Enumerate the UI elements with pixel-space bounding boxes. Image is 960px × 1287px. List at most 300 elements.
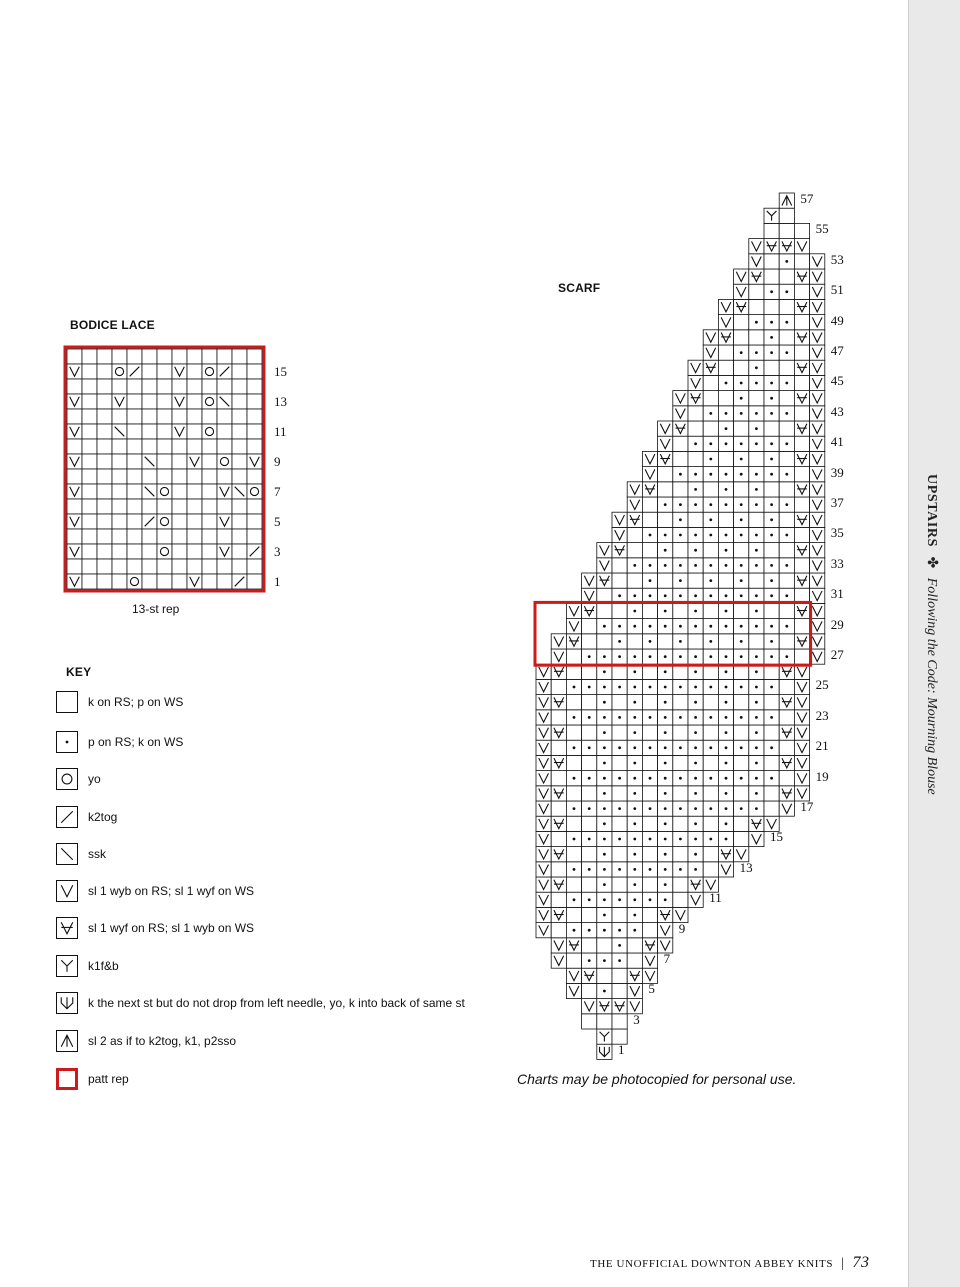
chart-cell bbox=[597, 938, 612, 953]
chart-cell bbox=[612, 983, 627, 998]
chart-cell bbox=[582, 907, 597, 922]
chart-cell bbox=[142, 529, 157, 544]
chart-symbol bbox=[755, 503, 758, 506]
chart-symbol bbox=[725, 625, 728, 628]
chart-symbol bbox=[633, 868, 636, 871]
chart-cell bbox=[172, 514, 187, 529]
chart-cell bbox=[157, 484, 172, 499]
chart-symbol bbox=[709, 746, 712, 749]
chart-cell bbox=[217, 424, 232, 439]
chart-symbol bbox=[694, 716, 697, 719]
chart-cell bbox=[779, 771, 794, 786]
chart-symbol bbox=[588, 959, 591, 962]
chart-cell bbox=[582, 877, 597, 892]
chart-cell bbox=[673, 892, 688, 907]
chart-cell bbox=[142, 574, 157, 589]
chart-symbol bbox=[649, 564, 652, 567]
bodice-row-number: 5 bbox=[274, 513, 281, 529]
chart-cell bbox=[749, 451, 764, 466]
chart-cell bbox=[734, 755, 749, 770]
scarf-row-number: 35 bbox=[830, 525, 844, 541]
chart-cell bbox=[642, 907, 657, 922]
chart-cell bbox=[97, 499, 112, 514]
chart-symbol bbox=[664, 625, 667, 628]
bodice-lace-title: BODICE LACE bbox=[70, 318, 155, 332]
chart-cell bbox=[673, 543, 688, 558]
chart-cell bbox=[566, 695, 581, 710]
key-symbol-icon bbox=[56, 880, 78, 902]
chart-symbol bbox=[709, 503, 712, 506]
chart-symbol bbox=[785, 473, 788, 476]
chart-symbol bbox=[618, 716, 621, 719]
chart-cell bbox=[734, 603, 749, 618]
chart-symbol bbox=[740, 458, 743, 461]
chart-cell bbox=[247, 469, 262, 484]
key-symbol-icon bbox=[56, 955, 78, 977]
chart-symbol bbox=[740, 564, 743, 567]
chart-cell bbox=[112, 484, 127, 499]
chart-cell bbox=[187, 394, 202, 409]
chart-symbol bbox=[664, 594, 667, 597]
chart-cell bbox=[232, 499, 247, 514]
scarf-row-number: 13 bbox=[739, 859, 753, 875]
chart-symbol bbox=[755, 686, 758, 689]
chart-cell bbox=[157, 529, 172, 544]
chart-symbol bbox=[709, 412, 712, 415]
chart-cell bbox=[142, 469, 157, 484]
chart-cell bbox=[127, 439, 142, 454]
key-symbol-icon bbox=[56, 1068, 78, 1090]
chart-symbol bbox=[770, 473, 773, 476]
chart-cell bbox=[764, 299, 779, 314]
chart-cell bbox=[187, 409, 202, 424]
chart-cell bbox=[582, 816, 597, 831]
chart-symbol bbox=[725, 838, 728, 841]
chart-symbol bbox=[755, 564, 758, 567]
chart-symbol bbox=[573, 898, 576, 901]
chart-cell bbox=[247, 424, 262, 439]
chart-cell bbox=[172, 469, 187, 484]
chart-cell bbox=[688, 406, 703, 421]
chart-cell bbox=[673, 451, 688, 466]
chart-symbol bbox=[649, 655, 652, 658]
chart-cell bbox=[142, 424, 157, 439]
chart-cell bbox=[217, 454, 232, 469]
chart-symbol bbox=[694, 762, 697, 765]
chart-symbol bbox=[755, 442, 758, 445]
chart-symbol bbox=[573, 838, 576, 841]
chart-symbol bbox=[770, 746, 773, 749]
chart-symbol bbox=[740, 640, 743, 643]
chart-cell bbox=[764, 482, 779, 497]
chart-cell bbox=[202, 409, 217, 424]
chart-cell bbox=[612, 603, 627, 618]
chart-symbol bbox=[573, 777, 576, 780]
chart-cell bbox=[749, 299, 764, 314]
chart-cell bbox=[172, 349, 187, 364]
chart-symbol bbox=[770, 397, 773, 400]
chart-cell bbox=[142, 439, 157, 454]
chart-cell bbox=[718, 360, 733, 375]
chart-cell bbox=[794, 619, 809, 634]
chart-symbol bbox=[649, 640, 652, 643]
chart-cell bbox=[749, 512, 764, 527]
chart-symbol bbox=[66, 741, 69, 744]
bodice-row-number: 11 bbox=[274, 423, 287, 439]
chart-symbol bbox=[740, 746, 743, 749]
chart-cell bbox=[172, 559, 187, 574]
chart-symbol bbox=[725, 716, 728, 719]
chart-cell bbox=[172, 439, 187, 454]
chart-cell bbox=[794, 436, 809, 451]
chart-symbol bbox=[633, 914, 636, 917]
chart-symbol bbox=[755, 610, 758, 613]
chart-symbol bbox=[709, 640, 712, 643]
chart-symbol bbox=[603, 625, 606, 628]
chart-cell bbox=[779, 543, 794, 558]
chart-cell bbox=[566, 816, 581, 831]
chart-symbol bbox=[588, 898, 591, 901]
chart-symbol bbox=[679, 686, 682, 689]
chart-symbol bbox=[725, 488, 728, 491]
chart-symbol bbox=[664, 655, 667, 658]
chart-cell bbox=[217, 409, 232, 424]
chart-cell bbox=[734, 786, 749, 801]
chart-cell bbox=[202, 499, 217, 514]
chart-symbol bbox=[603, 929, 606, 932]
chart-cell bbox=[157, 364, 172, 379]
scarf-row-number: 55 bbox=[815, 221, 829, 237]
chart-symbol bbox=[785, 442, 788, 445]
chart-symbol bbox=[664, 564, 667, 567]
chart-symbol bbox=[679, 564, 682, 567]
key-text: k the next st but do not drop from left needle, yo, k into back of same st bbox=[88, 996, 465, 1010]
chart-cell bbox=[734, 695, 749, 710]
chart-cell bbox=[232, 544, 247, 559]
chart-symbol bbox=[618, 929, 621, 932]
chart-symbol bbox=[679, 868, 682, 871]
sidebar-divider-icon: ✤ bbox=[924, 556, 939, 569]
chart-cell bbox=[187, 424, 202, 439]
chart-symbol bbox=[755, 366, 758, 369]
chart-cell bbox=[112, 439, 127, 454]
chart-cell bbox=[779, 603, 794, 618]
chart-cell bbox=[658, 467, 673, 482]
chart-symbol bbox=[770, 351, 773, 354]
chart-cell bbox=[247, 394, 262, 409]
chart-symbol bbox=[725, 686, 728, 689]
chart-symbol bbox=[633, 701, 636, 704]
chart-symbol bbox=[679, 838, 682, 841]
chart-symbol bbox=[770, 503, 773, 506]
chart-cell bbox=[187, 499, 202, 514]
chart-symbol bbox=[664, 731, 667, 734]
chart-symbol bbox=[785, 290, 788, 293]
chart-cell bbox=[217, 559, 232, 574]
chart-symbol bbox=[618, 944, 621, 947]
page-footer bbox=[590, 1254, 870, 1272]
chart-cell bbox=[779, 360, 794, 375]
chart-cell bbox=[247, 364, 262, 379]
key-text: sl 1 wyf on RS; sl 1 wyb on WS bbox=[88, 921, 255, 935]
chart-cell bbox=[734, 360, 749, 375]
chart-cell bbox=[627, 938, 642, 953]
chart-symbol bbox=[573, 686, 576, 689]
chart-cell bbox=[112, 514, 127, 529]
chart-cell bbox=[172, 499, 187, 514]
chart-symbol bbox=[664, 868, 667, 871]
chart-cell bbox=[642, 543, 657, 558]
chart-cell bbox=[794, 497, 809, 512]
chart-cell bbox=[82, 484, 97, 499]
chart-symbol bbox=[618, 959, 621, 962]
chart-symbol bbox=[633, 822, 636, 825]
chart-cell bbox=[67, 409, 82, 424]
chart-cell bbox=[612, 725, 627, 740]
chart-symbol bbox=[633, 838, 636, 841]
chart-cell bbox=[566, 725, 581, 740]
chart-cell bbox=[217, 499, 232, 514]
chart-cell bbox=[642, 877, 657, 892]
chart-symbol bbox=[649, 838, 652, 841]
chart-cell bbox=[673, 603, 688, 618]
chart-symbol bbox=[694, 610, 697, 613]
chart-symbol bbox=[603, 670, 606, 673]
chart-cell bbox=[67, 529, 82, 544]
chart-symbol bbox=[679, 640, 682, 643]
chart-cell bbox=[794, 467, 809, 482]
chart-symbol bbox=[740, 594, 743, 597]
chart-cell bbox=[794, 375, 809, 390]
chart-cell bbox=[794, 284, 809, 299]
chart-cell bbox=[612, 573, 627, 588]
chart-symbol bbox=[649, 686, 652, 689]
chart-cell bbox=[794, 254, 809, 269]
chart-cell bbox=[187, 484, 202, 499]
chart-symbol bbox=[664, 670, 667, 673]
chart-cell bbox=[127, 469, 142, 484]
chart-cell bbox=[232, 514, 247, 529]
chart-symbol bbox=[709, 807, 712, 810]
chart-cell bbox=[82, 394, 97, 409]
chart-cell bbox=[172, 454, 187, 469]
chart-symbol bbox=[755, 807, 758, 810]
chart-symbol bbox=[573, 716, 576, 719]
key-symbol-icon bbox=[56, 691, 78, 713]
chart-cell bbox=[97, 409, 112, 424]
chart-cell bbox=[247, 499, 262, 514]
chart-cell bbox=[187, 439, 202, 454]
chart-symbol bbox=[725, 549, 728, 552]
chart-symbol bbox=[664, 610, 667, 613]
scarf-row-number: 43 bbox=[830, 403, 844, 419]
chart-symbol bbox=[664, 792, 667, 795]
chart-cell bbox=[749, 330, 764, 345]
chart-cell bbox=[703, 543, 718, 558]
key-item bbox=[56, 1068, 496, 1094]
chart-symbol bbox=[725, 746, 728, 749]
chart-cell bbox=[642, 512, 657, 527]
scarf-row-number: 15 bbox=[770, 829, 783, 845]
chart-symbol bbox=[603, 883, 606, 886]
chart-cell bbox=[112, 499, 127, 514]
chart-symbol bbox=[725, 792, 728, 795]
chart-cell bbox=[232, 349, 247, 364]
page-number: 73 bbox=[852, 1254, 870, 1271]
chart-symbol bbox=[694, 670, 697, 673]
chart-cell bbox=[718, 512, 733, 527]
chart-cell bbox=[187, 559, 202, 574]
chart-cell bbox=[779, 330, 794, 345]
chart-cell bbox=[642, 755, 657, 770]
chart-cell bbox=[97, 379, 112, 394]
chart-symbol bbox=[725, 442, 728, 445]
chart-symbol bbox=[633, 929, 636, 932]
chart-symbol bbox=[633, 762, 636, 765]
chart-cell bbox=[779, 391, 794, 406]
chart-symbol bbox=[709, 594, 712, 597]
chart-cell bbox=[597, 603, 612, 618]
chart-cell bbox=[157, 544, 172, 559]
chart-cell bbox=[157, 514, 172, 529]
key-symbol-icon bbox=[56, 731, 78, 753]
chart-cell bbox=[172, 574, 187, 589]
chart-symbol bbox=[725, 503, 728, 506]
chart-symbol bbox=[603, 777, 606, 780]
chart-symbol bbox=[725, 594, 728, 597]
chart-cell bbox=[247, 514, 262, 529]
chart-symbol bbox=[755, 746, 758, 749]
chart-symbol bbox=[755, 625, 758, 628]
chart-cell bbox=[688, 451, 703, 466]
chart-symbol bbox=[588, 929, 591, 932]
chart-symbol bbox=[709, 534, 712, 537]
chart-symbol bbox=[664, 716, 667, 719]
chart-cell bbox=[187, 364, 202, 379]
chart-symbol bbox=[725, 822, 728, 825]
key-text: k1f&b bbox=[88, 959, 119, 973]
key-item bbox=[56, 768, 496, 794]
chart-cell bbox=[612, 968, 627, 983]
chart-cell bbox=[794, 527, 809, 542]
chart-cell bbox=[127, 349, 142, 364]
chart-cell bbox=[764, 603, 779, 618]
chart-cell bbox=[202, 574, 217, 589]
chart-cell bbox=[82, 379, 97, 394]
chart-symbol bbox=[755, 549, 758, 552]
footer-separator: | bbox=[841, 1256, 845, 1271]
chart-cell bbox=[247, 349, 262, 364]
chart-cell bbox=[142, 349, 157, 364]
chart-cell bbox=[673, 436, 688, 451]
chart-symbol bbox=[755, 792, 758, 795]
chart-symbol bbox=[603, 762, 606, 765]
chart-cell bbox=[764, 269, 779, 284]
chart-symbol bbox=[770, 625, 773, 628]
scarf-row-number: 29 bbox=[830, 616, 844, 632]
chart-cell bbox=[112, 529, 127, 544]
chart-cell bbox=[187, 349, 202, 364]
chart-cell bbox=[247, 559, 262, 574]
chart-symbol bbox=[603, 838, 606, 841]
chart-cell bbox=[217, 439, 232, 454]
chart-cell bbox=[658, 482, 673, 497]
chart-symbol bbox=[755, 670, 758, 673]
chart-cell bbox=[703, 391, 718, 406]
chart-symbol bbox=[618, 868, 621, 871]
chart-symbol bbox=[785, 655, 788, 658]
chart-cell bbox=[127, 409, 142, 424]
key-item bbox=[56, 992, 496, 1018]
chart-symbol bbox=[679, 518, 682, 521]
chart-cell bbox=[217, 349, 232, 364]
chart-cell bbox=[82, 409, 97, 424]
chart-cell bbox=[642, 497, 657, 512]
chart-cell bbox=[202, 394, 217, 409]
chart-cell bbox=[582, 847, 597, 862]
chart-cell bbox=[582, 938, 597, 953]
chart-cell bbox=[658, 512, 673, 527]
chart-symbol bbox=[725, 412, 728, 415]
chart-symbol bbox=[588, 777, 591, 780]
chart-symbol bbox=[588, 868, 591, 871]
chart-symbol bbox=[61, 960, 73, 972]
chart-symbol bbox=[618, 838, 621, 841]
chart-symbol bbox=[770, 579, 773, 582]
chart-cell bbox=[734, 421, 749, 436]
chart-symbol bbox=[709, 442, 712, 445]
chart-symbol bbox=[740, 716, 743, 719]
chart-cell bbox=[734, 330, 749, 345]
bodice-row-number: 3 bbox=[274, 543, 281, 559]
chart-cell bbox=[232, 364, 247, 379]
chart-symbol bbox=[573, 929, 576, 932]
chart-symbol bbox=[770, 655, 773, 658]
chart-cell bbox=[582, 619, 597, 634]
chart-symbol bbox=[603, 792, 606, 795]
chart-cell bbox=[247, 439, 262, 454]
chart-symbol bbox=[755, 594, 758, 597]
chart-cell bbox=[172, 379, 187, 394]
chart-symbol bbox=[770, 321, 773, 324]
chart-cell bbox=[764, 695, 779, 710]
chart-cell bbox=[82, 559, 97, 574]
chart-symbol bbox=[603, 655, 606, 658]
chart-cell bbox=[217, 574, 232, 589]
chart-symbol bbox=[649, 807, 652, 810]
chart-cell bbox=[612, 695, 627, 710]
scarf-row-number: 19 bbox=[815, 768, 829, 784]
key-item bbox=[56, 880, 496, 906]
chart-symbol bbox=[694, 503, 697, 506]
chart-cell bbox=[551, 771, 566, 786]
chart-cell bbox=[127, 529, 142, 544]
chart-symbol bbox=[679, 534, 682, 537]
chart-symbol bbox=[61, 811, 73, 823]
chart-cell bbox=[551, 892, 566, 907]
chart-symbol bbox=[603, 701, 606, 704]
chart-symbol bbox=[755, 777, 758, 780]
chart-symbol bbox=[709, 686, 712, 689]
scarf-row-number: 27 bbox=[830, 647, 844, 662]
chart-symbol bbox=[709, 518, 712, 521]
chart-symbol bbox=[603, 716, 606, 719]
chart-cell bbox=[127, 559, 142, 574]
chart-cell bbox=[247, 484, 262, 499]
chart-cell bbox=[82, 349, 97, 364]
chart-cell bbox=[67, 349, 82, 364]
scarf-row-number: 1 bbox=[618, 1042, 625, 1058]
